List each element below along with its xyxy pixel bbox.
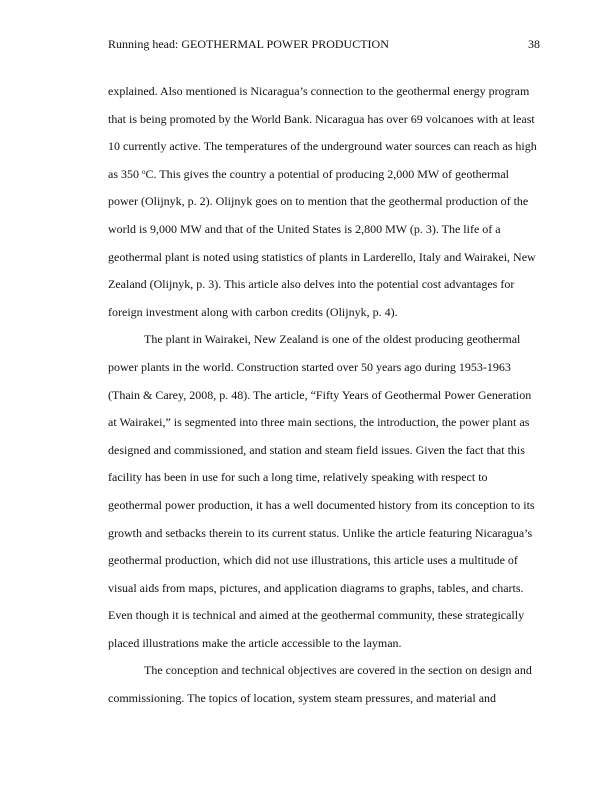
paragraph (108, 78, 540, 326)
text-run: C. This gives the country a potential of producing 2,000 MW of geothermal (145, 166, 509, 181)
text-line: The conception and technical objectives are covered in the section on design and (144, 663, 532, 678)
text-line: commissioning. The topics of location, system steam pressures, and material and (108, 691, 497, 706)
text-line: geothermal power production, it has a well documented history from its conception to its (108, 497, 535, 512)
text-line: (Thain & Carey, 2008, p. 48). The article, “Fifty Years of Geothermal Power Generation (108, 387, 532, 402)
text-line: The plant in Wairakei, New Zealand is one of the oldest producing geothermal (144, 332, 521, 347)
text-line: visual aids from maps, pictures, and application diagrams to graphs, tables, and charts. (108, 580, 524, 595)
body-text (108, 78, 540, 713)
degree-superscript: o (142, 167, 146, 176)
text-line: 10 currently active. The temperatures of the underground water sources can reach as high (108, 139, 537, 154)
text-line: geothermal plant is noted using statistics of plants in Larderello, Italy and Wairakei, New (108, 249, 536, 264)
text-line: Even though it is technical and aimed at the geothermal community, these strategically (108, 608, 525, 623)
text-line: growth and setbacks therein to its current status. Unlike the article featuring Nicaragua’s (108, 525, 533, 540)
text-line: power plants in the world. Construction started over 50 years ago during 1953-1963 (108, 359, 511, 374)
text-line: power (Olijnyk, p. 2). Olijnyk goes on to mention that the geothermal production of the (108, 194, 529, 209)
text-line: designed and commissioned, and station and steam field issues. Given the fact that this (108, 442, 525, 457)
text-line: placed illustrations make the article accessible to the layman. (108, 635, 402, 650)
text-line (108, 161, 540, 189)
text-line: geothermal production, which did not use illustrations, this article uses a multitude of (108, 553, 518, 568)
text-line: at Wairakei,” is segmented into three main sections, the introduction, the power plant as (108, 415, 530, 430)
running-head: Running head: GEOTHERMAL POWER PRODUCTION (108, 37, 389, 51)
text-run: as 350 (108, 166, 142, 181)
text-line: foreign investment along with carbon credits (Olijnyk, p. 4). (108, 304, 398, 319)
paragraph (108, 657, 540, 712)
page-number: 38 (528, 37, 540, 51)
text-line: facility has been in use for such a long time, relatively speaking with respect to (108, 470, 488, 485)
page-header (108, 36, 540, 52)
text-line: world is 9,000 MW and that of the United States is 2,800 MW (p. 3). The life of a (108, 221, 501, 236)
text-line: Zealand (Olijnyk, p. 3). This article also delves into the potential cost advantages for (108, 277, 515, 292)
text-line: that is being promoted by the World Bank. Nicaragua has over 69 volcanoes with at least (108, 111, 535, 126)
text-line: explained. Also mentioned is Nicaragua’s connection to the geothermal energy program (108, 84, 530, 98)
paragraph (108, 326, 540, 657)
